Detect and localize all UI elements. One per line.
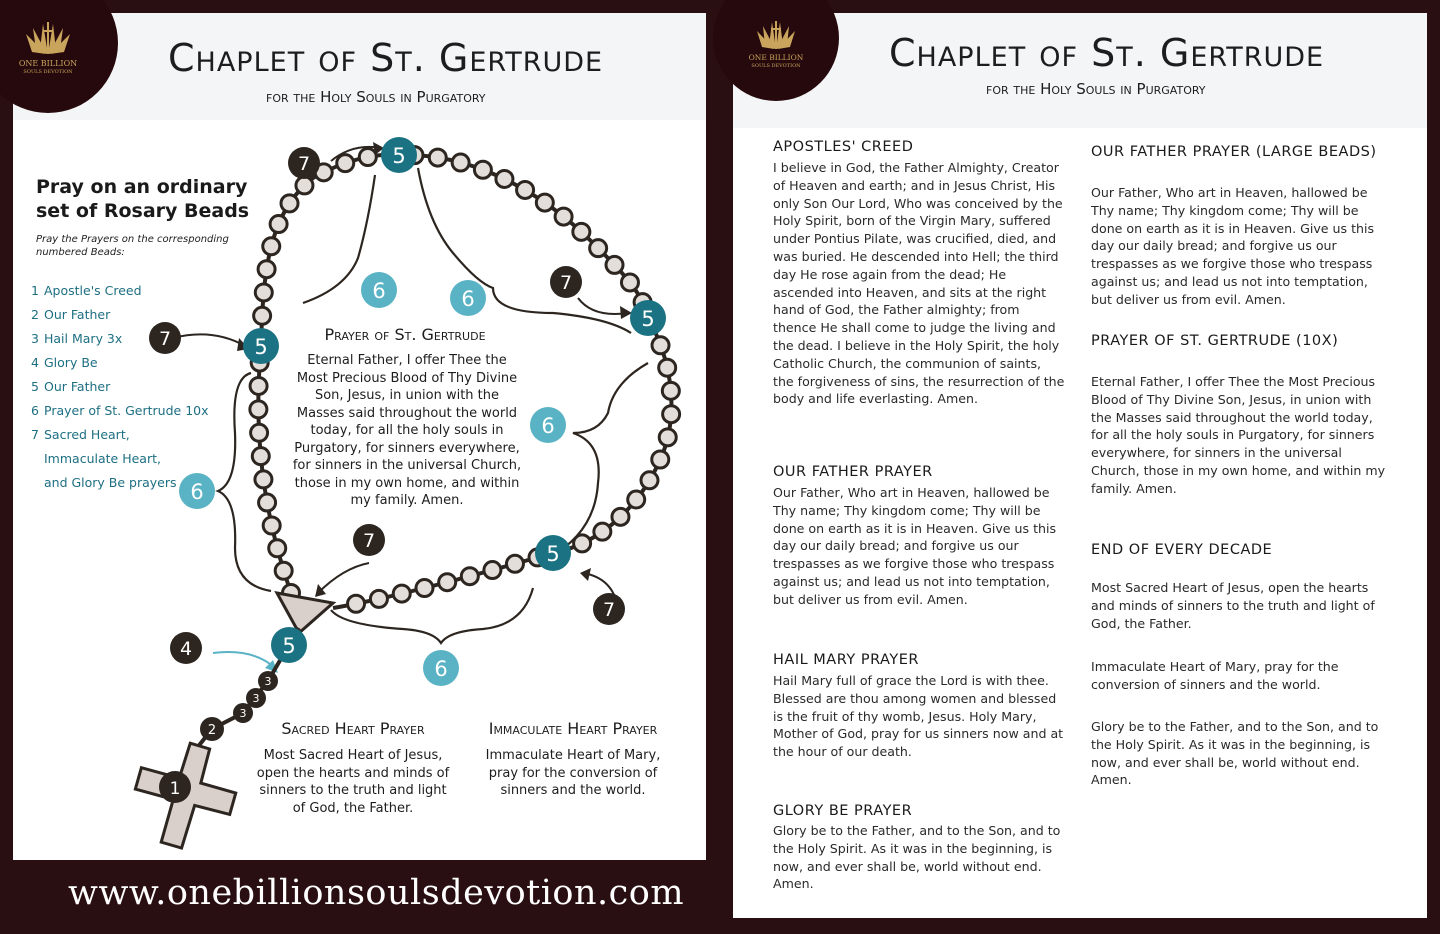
center-prayer-title: Prayer of St. Gertrude bbox=[324, 325, 486, 344]
marker-7 bbox=[288, 147, 320, 179]
prayer-heading: OUR FATHER PRAYER (LARGE BEADS) bbox=[1091, 144, 1377, 160]
sacred-heart-body: Most Sacred Heart of Jesus, open the hearts and minds of sinners to the truth and light of God, the Father. bbox=[256, 748, 450, 816]
svg-text:2: 2 bbox=[207, 723, 217, 738]
legend-subheading: Pray the Prayers on the corresponding numbered Beads: bbox=[36, 234, 229, 258]
decade-marker-6 bbox=[179, 473, 215, 509]
legend-item bbox=[31, 307, 110, 322]
svg-text:3: 3 bbox=[252, 692, 260, 705]
big-bead-5 bbox=[630, 300, 666, 336]
prayer-body: Glory be to the Father, and to the Son, and to the Holy Spirit. As it was in the beginning, is now, and ever shall be, world without end. Amen. bbox=[1091, 719, 1379, 788]
svg-text:6: 6 bbox=[372, 279, 386, 303]
legend-label: Our Father bbox=[44, 379, 111, 394]
legend-label: Immaculate Heart, bbox=[44, 451, 161, 466]
immaculate-heart-title: Immaculate Heart Prayer bbox=[488, 719, 658, 738]
svg-text:7: 7 bbox=[362, 530, 376, 552]
svg-text:6: 6 bbox=[461, 287, 475, 311]
legend-label: Sacred Heart, bbox=[44, 427, 130, 442]
bead-1 bbox=[159, 771, 191, 803]
footer-url[interactable]: www.onebillionsoulsdevotion.com bbox=[68, 873, 685, 913]
svg-text:6: 6 bbox=[434, 657, 448, 681]
legend-item bbox=[31, 331, 122, 346]
prayer-heading: APOSTLES' CREED bbox=[773, 139, 914, 155]
svg-text:7: 7 bbox=[559, 272, 573, 294]
prayer-heading: PRAYER OF ST. GERTRUDE (10X) bbox=[1091, 333, 1339, 349]
prayer-body: Immaculate Heart of Mary, pray for the conversion of sinners and the world. bbox=[1091, 659, 1339, 692]
marker-7 bbox=[353, 524, 385, 556]
wings-logo-icon bbox=[23, 20, 73, 56]
logo-subtext: SOULS DEVOTION bbox=[751, 63, 801, 69]
prayer-body: I believe in God, the Father Almighty, Creator of Heaven and earth; and in Jesus Christ, His only Son Our Lord, Who was conceived by the Holy Spirit, born of the Virgin Mary, suffered under Pontius Pilate, was crucified, died, and was buried. He descended into Hell; the third day He rose again from the dead; He ascended into Heaven, and sits at the right hand of God, the Father almighty; from thence He shall come to judge the living and the dead. I believe in the Holy Spirit, the holy Catholic Church, the communion of saints, the forgiveness of sins, the resurrection of the body and life everlasting. Amen. bbox=[773, 160, 1065, 407]
legend-number: 5 bbox=[31, 379, 39, 394]
decade-marker-6 bbox=[530, 407, 566, 443]
prayer-body: Glory be to the Father, and to the Son, and to the Holy Spirit. As it was in the beginning, is now, and ever shall be, world without end. Amen. bbox=[773, 823, 1061, 892]
svg-text:3: 3 bbox=[239, 707, 247, 720]
prayer-body: Most Sacred Heart of Jesus, open the hearts and minds of sinners to the truth and light of God, the Father. bbox=[1091, 580, 1375, 631]
immaculate-heart-body: Immaculate Heart of Mary, pray for the conversion of sinners and the world. bbox=[485, 748, 661, 798]
logo-subtext: SOULS DEVOTION bbox=[23, 69, 73, 75]
svg-text:7: 7 bbox=[297, 153, 311, 175]
svg-text:5: 5 bbox=[254, 335, 268, 359]
legend-item bbox=[31, 379, 110, 394]
legend-number: 7 bbox=[31, 427, 39, 442]
legend-number: 3 bbox=[31, 331, 39, 346]
marker-7 bbox=[149, 322, 181, 354]
decade-marker-6 bbox=[361, 272, 397, 308]
legend-item bbox=[31, 451, 161, 466]
bead-3 bbox=[258, 671, 278, 691]
legend-label: Glory Be bbox=[44, 355, 98, 370]
legend-number: 2 bbox=[31, 307, 39, 322]
svg-text:5: 5 bbox=[282, 634, 296, 658]
svg-text:5: 5 bbox=[641, 307, 655, 331]
legend-heading: Pray on an ordinary set of Rosary Beads bbox=[36, 176, 250, 222]
marker-7 bbox=[593, 593, 625, 625]
svg-text:5: 5 bbox=[392, 144, 406, 168]
marker-4 bbox=[170, 632, 202, 664]
page-title: Chaplet of St. Gertrude bbox=[168, 36, 604, 80]
prayer-body: Our Father, Who art in Heaven, hallowed be Thy name; Thy kingdom come; Thy will be done on earth as it is in Heaven. Give us this day our daily bread; and forgive us our trespasses as we forgive those who trespass against us; and lead us not into temptation, but deliver us from evil. Amen. bbox=[773, 485, 1057, 607]
legend-number: 6 bbox=[31, 403, 39, 418]
svg-text:3: 3 bbox=[264, 675, 272, 688]
svg-text:4: 4 bbox=[179, 638, 193, 660]
legend-label: Apostle's Creed bbox=[44, 283, 142, 298]
legend-item bbox=[31, 355, 98, 370]
page-subtitle: for the Holy Souls in Purgatory bbox=[986, 80, 1206, 98]
prayer-heading: HAIL MARY PRAYER bbox=[773, 652, 919, 668]
left-panel bbox=[13, 13, 706, 860]
legend-label: Hail Mary 3x bbox=[44, 331, 123, 346]
prayer-heading: GLORY BE PRAYER bbox=[773, 803, 913, 819]
marker-7 bbox=[550, 266, 582, 298]
bead-3 bbox=[233, 703, 253, 723]
legend-label: Our Father bbox=[44, 307, 111, 322]
decade-marker-6 bbox=[450, 280, 486, 316]
page-title: Chaplet of St. Gertrude bbox=[889, 31, 1325, 75]
big-bead-5 bbox=[271, 627, 307, 663]
big-bead-5 bbox=[243, 328, 279, 364]
legend-item bbox=[31, 283, 142, 298]
svg-text:5: 5 bbox=[546, 542, 560, 566]
legend-item bbox=[31, 475, 177, 490]
big-bead-5 bbox=[535, 535, 571, 571]
bead-2 bbox=[200, 717, 224, 741]
prayer-body: Our Father, Who art in Heaven, hallowed be Thy name; Thy kingdom come; Thy will be done on earth as it is in Heaven. Give us this day our daily bread; and forgive us our trespasses as we forgive those who trespass against us; and lead us not into temptation, but deliver us from evil. Amen. bbox=[1091, 185, 1375, 307]
prayer-body: Hail Mary full of grace the Lord is with thee. Blessed are thou among women and blessed is the fruit of thy womb, Jesus. Holy Mary, Mother of God, pray for us sinners now and at the hour of our death. bbox=[773, 673, 1064, 760]
center-prayer-body: Eternal Father, I offer Thee the Most Precious Blood of Thy Divine Son, Jesus, in union with the Masses said throughout the world today, for all the holy souls in Purgatory, for sinners everywhere, for sinners in the universal Church, those in my own home, and within my family. Amen. bbox=[292, 353, 522, 508]
svg-text:7: 7 bbox=[602, 599, 616, 621]
legend-item bbox=[31, 403, 209, 418]
right-panel bbox=[733, 13, 1427, 918]
legend-number: 1 bbox=[31, 283, 39, 298]
svg-text:6: 6 bbox=[190, 480, 204, 504]
svg-text:7: 7 bbox=[158, 328, 172, 350]
legend-item bbox=[31, 427, 130, 442]
wings-logo-icon bbox=[754, 19, 798, 51]
legend-label: and Glory Be prayers bbox=[44, 475, 177, 490]
page-subtitle: for the Holy Souls in Purgatory bbox=[266, 88, 486, 106]
logo-text: ONE BILLION bbox=[748, 53, 804, 62]
big-bead-5 bbox=[381, 137, 417, 173]
logo-text: ONE BILLION bbox=[18, 59, 78, 68]
prayer-heading: END OF EVERY DECADE bbox=[1091, 542, 1273, 558]
legend-label: Prayer of St. Gertrude 10x bbox=[44, 403, 209, 418]
decade-marker-6 bbox=[423, 650, 459, 686]
prayer-body: Eternal Father, I offer Thee the Most Precious Blood of Thy Divine Son, Jesus, in union with the Masses said throughout the world today, for all the holy souls in Purgatory, for sinners everywhere, for sinners in the universal Church, those in my own home, and within my family. Amen. bbox=[1091, 374, 1386, 496]
svg-text:6: 6 bbox=[541, 414, 555, 438]
sacred-heart-title: Sacred Heart Prayer bbox=[281, 719, 425, 738]
svg-text:1: 1 bbox=[169, 779, 181, 799]
legend-number: 4 bbox=[31, 355, 39, 370]
prayer-heading: OUR FATHER PRAYER bbox=[773, 464, 933, 480]
